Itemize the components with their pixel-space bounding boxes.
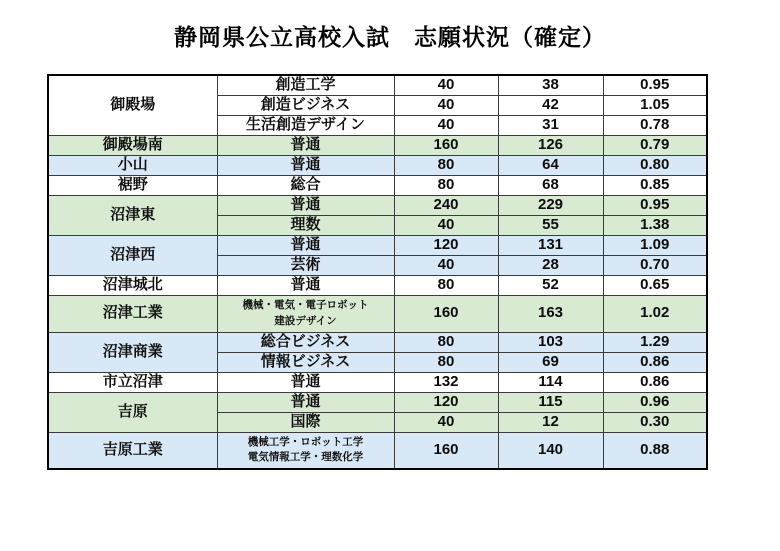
capacity-value: 40: [394, 255, 498, 275]
ratio-value: 0.85: [603, 175, 707, 195]
applicant-count: 103: [498, 332, 603, 352]
applicant-count: 42: [498, 95, 603, 115]
capacity-value: 240: [394, 195, 498, 215]
school-name: 沼津東: [48, 195, 217, 235]
table-row: [48, 332, 707, 352]
ratio-value: 0.86: [603, 372, 707, 392]
course-name: 普通: [217, 155, 394, 175]
course-name: 創造ビジネス: [217, 95, 394, 115]
applicant-count: 69: [498, 352, 603, 372]
applicant-count: 115: [498, 392, 603, 412]
ratio-value: 0.80: [603, 155, 707, 175]
course-name-line: 機械・電気・電子ロボット: [242, 298, 369, 311]
applicant-count: 28: [498, 255, 603, 275]
applicant-count: 140: [498, 432, 603, 469]
capacity-value: 80: [394, 155, 498, 175]
table-row: [48, 195, 707, 215]
course-name-line: 電気情報工学・理数化学: [247, 451, 364, 464]
school-name: 沼津城北: [48, 275, 217, 295]
course-name: 創造工学: [217, 75, 394, 95]
course-name: 理数: [217, 215, 394, 235]
school-name: 御殿場: [48, 75, 217, 135]
capacity-value: 120: [394, 392, 498, 412]
table-row: [48, 155, 707, 175]
ratio-value: 0.95: [603, 195, 707, 215]
course-name: 総合: [217, 175, 394, 195]
applicant-count: 131: [498, 235, 603, 255]
course-name: 普通: [217, 235, 394, 255]
applicant-count: 31: [498, 115, 603, 135]
applicant-count: 55: [498, 215, 603, 235]
applicant-count: 163: [498, 295, 603, 332]
ratio-value: 0.86: [603, 352, 707, 372]
school-name: 裾野: [48, 175, 217, 195]
capacity-value: 40: [394, 95, 498, 115]
applicant-count: 229: [498, 195, 603, 215]
capacity-value: 80: [394, 332, 498, 352]
table-row: [48, 75, 707, 95]
ratio-value: 0.88: [603, 432, 707, 469]
ratio-value: 1.38: [603, 215, 707, 235]
school-name: 市立沼津: [48, 372, 217, 392]
school-name: 沼津西: [48, 235, 217, 275]
ratio-value: 1.05: [603, 95, 707, 115]
course-name: 芸術: [217, 255, 394, 275]
course-name: 普通: [217, 372, 394, 392]
capacity-value: 132: [394, 372, 498, 392]
table-row: [48, 295, 707, 332]
school-name: 小山: [48, 155, 217, 175]
table-row: [48, 432, 707, 469]
ratio-value: 0.79: [603, 135, 707, 155]
table-row: [48, 235, 707, 255]
applicant-count: 114: [498, 372, 603, 392]
capacity-value: 40: [394, 412, 498, 432]
course-name: 普通: [217, 392, 394, 412]
course-name: 普通: [217, 135, 394, 155]
ratio-value: 1.02: [603, 295, 707, 332]
school-name: 吉原: [48, 392, 217, 432]
course-name: 総合ビジネス: [217, 332, 394, 352]
school-name: 御殿場南: [48, 135, 217, 155]
capacity-value: 80: [394, 352, 498, 372]
ratio-value: 0.78: [603, 115, 707, 135]
capacity-value: 40: [394, 75, 498, 95]
applicant-count: 68: [498, 175, 603, 195]
table-row: [48, 175, 707, 195]
capacity-value: 80: [394, 175, 498, 195]
course-name: 生活創造デザイン: [217, 115, 394, 135]
ratio-value: 0.65: [603, 275, 707, 295]
capacity-value: 160: [394, 135, 498, 155]
course-name: 普通: [217, 195, 394, 215]
table-row: [48, 275, 707, 295]
capacity-value: 160: [394, 432, 498, 469]
ratio-value: 1.29: [603, 332, 707, 352]
school-name: 沼津工業: [48, 295, 217, 332]
applicant-count: 12: [498, 412, 603, 432]
capacity-value: 40: [394, 115, 498, 135]
applicant-count: 126: [498, 135, 603, 155]
ratio-value: 0.96: [603, 392, 707, 412]
ratio-value: 0.30: [603, 412, 707, 432]
course-name-line: 機械工学・ロボット工学: [247, 435, 364, 448]
ratio-value: 0.70: [603, 255, 707, 275]
capacity-value: 40: [394, 215, 498, 235]
table-row: [48, 135, 707, 155]
capacity-value: 120: [394, 235, 498, 255]
course-name: 国際: [217, 412, 394, 432]
school-name: 吉原工業: [48, 432, 217, 469]
school-name: 沼津商業: [48, 332, 217, 372]
capacity-value: 160: [394, 295, 498, 332]
course-name-line: 建設デザイン: [274, 314, 337, 327]
admissions-table: [47, 74, 708, 470]
ratio-value: 0.95: [603, 75, 707, 95]
applicant-count: 38: [498, 75, 603, 95]
course-name: 普通: [217, 275, 394, 295]
course-name: [217, 432, 394, 469]
course-name: [217, 295, 394, 332]
course-name: 情報ビジネス: [217, 352, 394, 372]
table-row: [48, 392, 707, 412]
page-title: 静岡県公立高校入試 志願状況（確定）: [174, 24, 606, 50]
admissions-table-body: [48, 75, 707, 469]
applicant-count: 52: [498, 275, 603, 295]
table-row: [48, 372, 707, 392]
capacity-value: 80: [394, 275, 498, 295]
ratio-value: 1.09: [603, 235, 707, 255]
applicant-count: 64: [498, 155, 603, 175]
